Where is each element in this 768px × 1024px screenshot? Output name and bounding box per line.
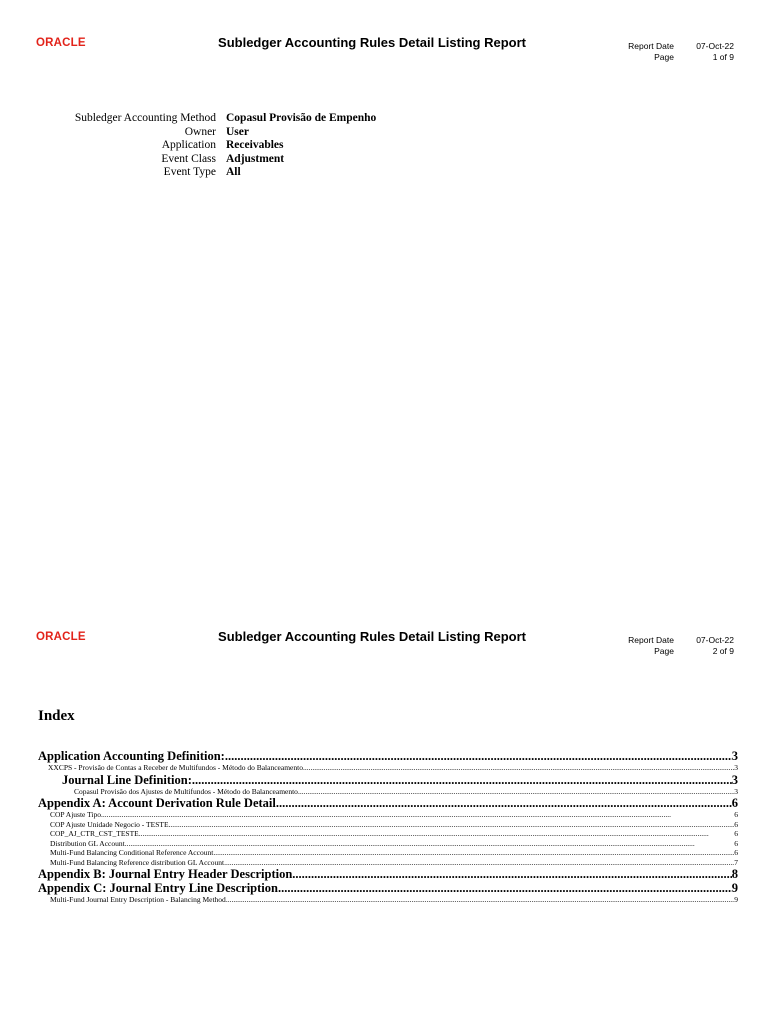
toc-entry-text: Copasul Provisão dos Ajustes de Multifundos - Método do Balanceamento bbox=[74, 786, 298, 796]
toc-entry-text: XXCPS - Provisão de Contas a Receber de Multifundos - Método do Balanceamento bbox=[48, 763, 303, 772]
param-value: User bbox=[226, 125, 249, 138]
toc-page-number: 3 bbox=[731, 772, 738, 787]
toc-page-number: 6 bbox=[734, 819, 738, 829]
toc-entry-distribution-gl-account[interactable] bbox=[38, 839, 738, 849]
toc-entry-multi-fund-journal-entry-description[interactable] bbox=[38, 895, 738, 905]
toc-entry-appendix-c[interactable] bbox=[38, 881, 738, 895]
toc-entry-text: Journal Line Definition: bbox=[62, 772, 192, 787]
toc-entry-text: Appendix B: Journal Entry Header Description bbox=[38, 867, 293, 881]
toc-dot-leader bbox=[292, 867, 731, 881]
page-label: Page bbox=[654, 52, 674, 62]
toc-dot-leader bbox=[125, 839, 735, 849]
toc-dot-leader bbox=[192, 773, 732, 787]
report-date-label: Report Date bbox=[628, 635, 674, 645]
toc-page-number: 6 bbox=[734, 829, 738, 838]
table-of-contents bbox=[38, 749, 738, 905]
page-number-value: 1 of 9 bbox=[712, 52, 734, 62]
toc-entry-text: Appendix C: Journal Entry Line Description bbox=[38, 881, 278, 895]
toc-entry-copasul-provisao-ajustes[interactable] bbox=[38, 787, 738, 797]
toc-page-number: 6 bbox=[734, 838, 738, 848]
toc-entry-text: Multi-Fund Balancing Conditional Reference Account bbox=[50, 848, 214, 857]
toc-dot-leader bbox=[139, 829, 734, 839]
report-date-label: Report Date bbox=[628, 41, 674, 51]
report-date-row bbox=[600, 41, 734, 52]
param-value: Adjustment bbox=[226, 152, 285, 165]
toc-dot-leader bbox=[278, 881, 732, 895]
report-meta bbox=[600, 635, 734, 657]
toc-dot-leader bbox=[276, 796, 732, 810]
toc-entry-text: COP_AJ_CTR_CST_TESTE bbox=[50, 829, 139, 838]
toc-page-number: 9 bbox=[734, 895, 738, 904]
toc-dot-leader bbox=[169, 820, 735, 830]
page-number-value: 2 of 9 bbox=[712, 646, 734, 656]
param-row bbox=[40, 166, 376, 180]
toc-entry-text: COP Ajuste Unidade Negocio - TESTE bbox=[50, 819, 169, 829]
oracle-logo: ORACLE bbox=[36, 631, 86, 643]
param-row bbox=[40, 153, 376, 167]
toc-dot-leader bbox=[101, 810, 734, 820]
toc-entry-cop-aj-ctr-cst[interactable] bbox=[38, 829, 738, 839]
param-value: All bbox=[226, 166, 241, 178]
param-row bbox=[40, 112, 376, 126]
toc-entry-text: Multi-Fund Balancing Reference distribution GL Account bbox=[50, 857, 225, 867]
page-number-row bbox=[600, 52, 734, 63]
toc-page-number: 9 bbox=[731, 881, 738, 895]
toc-page-number: 6 bbox=[734, 848, 738, 857]
report-date-row bbox=[600, 635, 734, 646]
report-meta bbox=[600, 41, 734, 63]
toc-dot-leader bbox=[298, 787, 734, 797]
toc-entry-appendix-b[interactable] bbox=[38, 867, 738, 881]
param-value: Copasul Provisão de Empenho bbox=[226, 112, 377, 124]
index-heading: Index bbox=[38, 708, 75, 724]
toc-dot-leader bbox=[224, 858, 734, 868]
toc-entry-appendix-a[interactable] bbox=[38, 796, 738, 810]
param-label: Owner bbox=[184, 125, 216, 138]
toc-entry-app-accounting-definition[interactable] bbox=[38, 749, 738, 763]
toc-entry-text: Distribution GL Account bbox=[50, 838, 125, 848]
page-label: Page bbox=[654, 646, 674, 656]
toc-entry-text: COP Ajuste Tipo bbox=[50, 810, 101, 819]
report-date-value: 07-Oct-22 bbox=[696, 41, 734, 51]
toc-entry-journal-line-definition[interactable] bbox=[38, 773, 738, 787]
toc-dot-leader bbox=[225, 749, 732, 763]
report-date-value: 07-Oct-22 bbox=[696, 635, 734, 645]
toc-entry-multi-fund-reference-distribution[interactable] bbox=[38, 858, 738, 868]
toc-page-number: 3 bbox=[734, 763, 738, 772]
param-value: Receivables bbox=[226, 139, 284, 151]
report-parameters bbox=[40, 112, 376, 180]
param-label: Event Class bbox=[161, 152, 216, 165]
toc-dot-leader bbox=[303, 763, 734, 773]
toc-page-number: 6 bbox=[731, 796, 738, 810]
toc-entry-cop-ajuste-tipo[interactable] bbox=[38, 810, 738, 820]
toc-entry-text: Application Accounting Definition: bbox=[38, 749, 225, 763]
param-row bbox=[40, 126, 376, 140]
report-title: Subledger Accounting Rules Detail Listing Report bbox=[218, 629, 526, 644]
toc-entry-text: Appendix A: Account Derivation Rule Detail bbox=[38, 796, 276, 810]
toc-entry-cop-ajuste-unidade[interactable] bbox=[38, 820, 738, 830]
toc-entry-xxcps-provisao[interactable] bbox=[38, 763, 738, 773]
toc-page-number: 3 bbox=[731, 749, 738, 763]
page-number-row bbox=[600, 646, 734, 657]
toc-dot-leader bbox=[226, 895, 734, 905]
toc-entry-text: Multi-Fund Journal Entry Description - Balancing Method bbox=[50, 895, 226, 904]
toc-page-number: 6 bbox=[734, 810, 738, 819]
param-row bbox=[40, 139, 376, 153]
toc-entry-multi-fund-conditional[interactable] bbox=[38, 848, 738, 858]
report-page-2 bbox=[0, 594, 768, 1024]
toc-page-number: 8 bbox=[731, 867, 738, 881]
param-label: Event Type bbox=[163, 166, 216, 178]
oracle-logo: ORACLE bbox=[36, 37, 86, 49]
toc-page-number: 7 bbox=[734, 857, 738, 867]
report-title: Subledger Accounting Rules Detail Listing Report bbox=[218, 35, 526, 50]
param-label: Application bbox=[161, 139, 216, 151]
toc-page-number: 3 bbox=[734, 786, 738, 796]
param-label: Subledger Accounting Method bbox=[74, 112, 216, 124]
toc-dot-leader bbox=[213, 848, 734, 858]
